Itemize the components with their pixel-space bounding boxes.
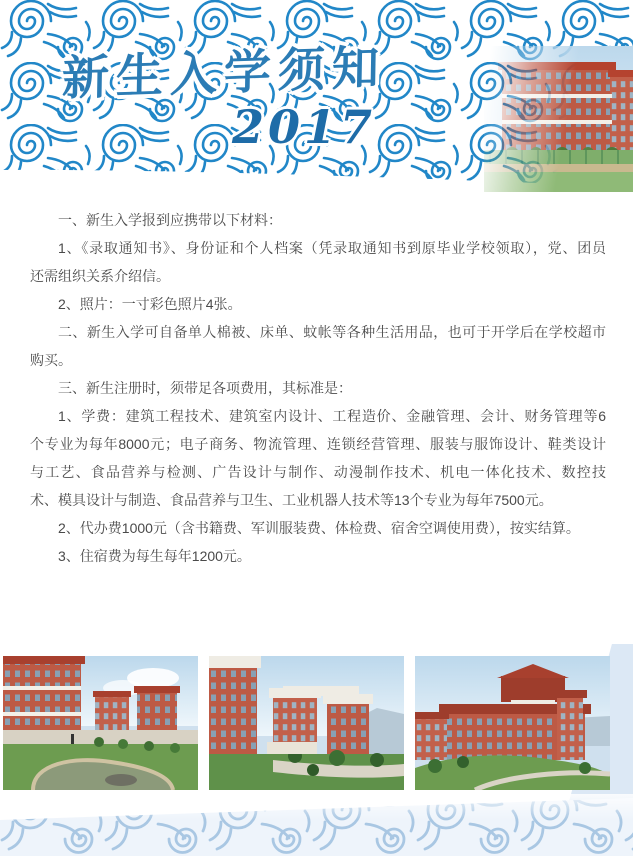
photo-campus-pond [3, 656, 198, 790]
notice-line: 1、《录取通知书》、身份证和个人档案（凭录取通知书到原毕业学校领取），党、团员 [58, 240, 606, 256]
notice-line: 3、住宿费为每生每年1200元。 [58, 548, 251, 564]
header-year: 2017 [232, 100, 377, 154]
side-building [415, 718, 447, 760]
building-mid [95, 696, 129, 730]
photo-dormitories [209, 656, 404, 790]
notice-line: 三、新生注册时，须带足各项费用，其标准是： [58, 380, 352, 396]
running-track [484, 164, 633, 172]
rock [105, 774, 137, 786]
notice-body [30, 206, 606, 570]
dorm-far [327, 702, 369, 754]
hills [369, 708, 404, 754]
building-facade [502, 68, 612, 150]
notice-line: 二、新生入学可自备单人棉被、床单、蚊帐等各种生活用品，也可于开学后在学校超市 [58, 324, 606, 340]
notice-line: 1、学费：建筑工程技术、建筑室内设计、工程造价、金融管理、会计、财务管理等6 [58, 408, 606, 424]
photo-row [3, 656, 633, 790]
building-right [137, 692, 177, 732]
footer-banner [0, 786, 633, 856]
notice-line: 个专业为每年8000元；电子商务、物流管理、连锁经营管理、服装与服饰设计、鞋类设计 [30, 436, 606, 452]
sports-field [484, 172, 633, 192]
header-banner [0, 0, 633, 195]
notice-line: 一、新生入学报到应携带以下材料： [58, 212, 282, 228]
building-left [3, 660, 81, 738]
library-tower [557, 696, 583, 760]
notice-line: 2、照片：一寸彩色照片4张。 [58, 296, 242, 312]
library-dome-roof [501, 676, 565, 702]
footer-swirl-pattern [0, 786, 633, 856]
photo-library [415, 656, 610, 790]
pergola [267, 742, 317, 754]
notice-line: 2、代办费1000元（含书籍费、军训服装费、体检费、宿舍空调使用费），按实结算。 [58, 520, 580, 536]
header-campus-photo [484, 46, 633, 192]
person [71, 734, 74, 744]
page-title: 新生入学须知 [61, 40, 387, 105]
notice-line: 购买。 [30, 352, 72, 368]
notice-line: 还需组织关系介绍信。 [30, 268, 170, 284]
notice-line: 术、模具设计与制造、食品营养与卫生、工业机器人技术等13个专业为每年7500元。 [30, 492, 553, 508]
notice-line: 与工艺、食品营养与检测、广告设计与制作、动漫制作技术、机电一体化技术、数控技 [30, 464, 606, 480]
